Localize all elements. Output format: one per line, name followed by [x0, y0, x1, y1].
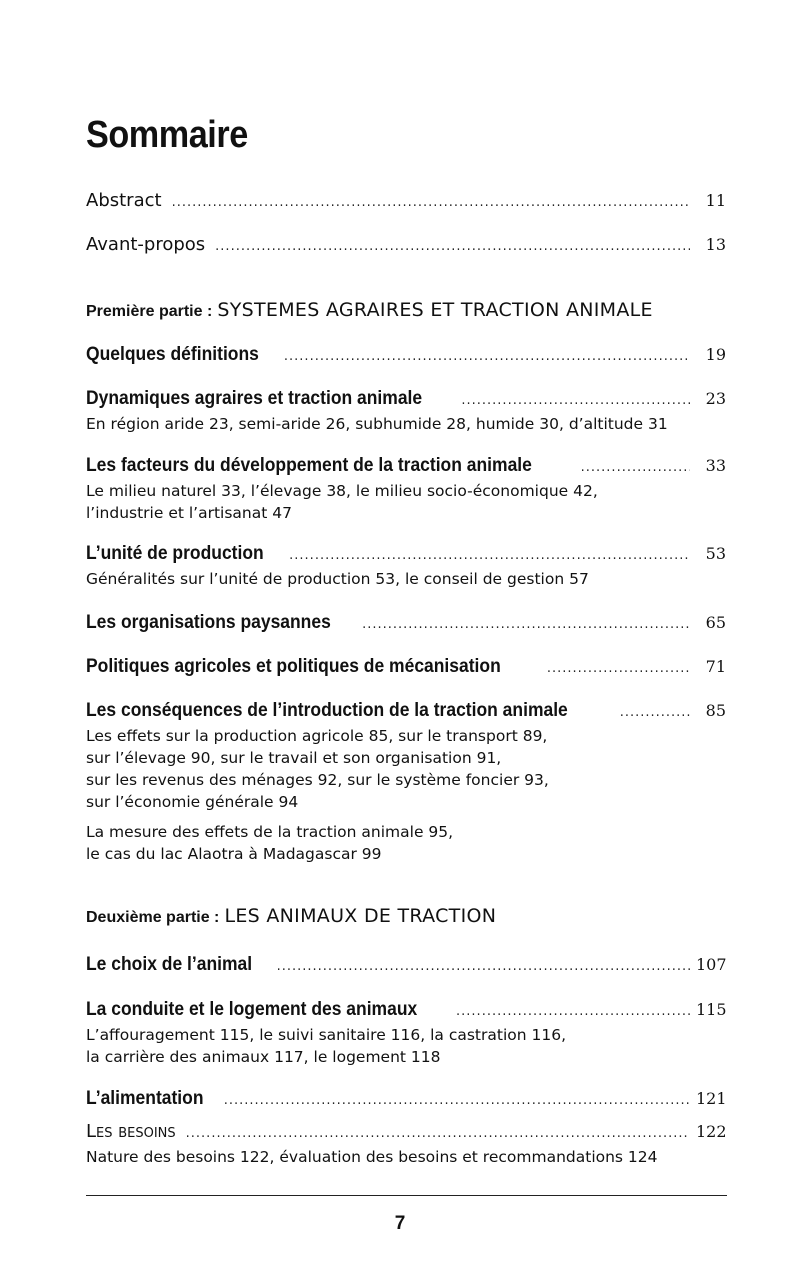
chapter-subtopics: L’affouragement 115, le suivi sanitaire 116, la castration 116, [86, 1026, 567, 1044]
dot-leader [289, 542, 690, 570]
dot-leader [362, 611, 690, 639]
part-heading-1 [86, 296, 653, 326]
toc-entry-chapter[interactable] [86, 996, 726, 1068]
dot-leader [461, 387, 690, 415]
toc-entry-avant-propos[interactable] [86, 231, 726, 259]
page-title: Sommaire [86, 114, 248, 156]
dot-leader [581, 454, 690, 482]
chapter-title: La conduite et le logement des animaux [86, 999, 418, 1020]
chapter-subtopics: le cas du lac Alaotra à Madagascar 99 [86, 845, 382, 863]
toc-entry-section[interactable] [86, 1118, 726, 1168]
chapter-page: 23 [705, 389, 726, 408]
footer-rule [86, 1195, 727, 1196]
chapter-title: Le choix de l’animal [86, 954, 253, 975]
toc-entry-chapter[interactable] [86, 385, 726, 435]
toc-entry-chapter[interactable] [86, 951, 726, 979]
entry-page: 11 [705, 191, 726, 210]
toc-entry-chapter[interactable] [86, 609, 726, 637]
chapter-page: 115 [696, 1000, 727, 1019]
chapter-subtopics: sur les revenus des ménages 92, sur le système foncier 93, [86, 771, 549, 789]
toc-entry-chapter[interactable] [86, 540, 726, 590]
chapter-page: 107 [696, 955, 727, 974]
section-title: Les besoins [86, 1121, 176, 1142]
chapter-title: Les organisations paysannes [86, 612, 331, 633]
section-page: 122 [696, 1122, 727, 1141]
dot-leader [620, 699, 690, 727]
chapter-subtopics: l’industrie et l’artisanat 47 [86, 504, 292, 522]
dot-leader [172, 189, 690, 217]
chapter-subtopics: En région aride 23, semi-aride 26, subhumide 28, humide 30, d’altitude 31 [86, 415, 668, 433]
chapter-title: Les conséquences de l’introduction de la traction animale [86, 700, 568, 721]
chapter-subtopics: Généralités sur l’unité de production 53, le conseil de gestion 57 [86, 570, 589, 588]
entry-title: Abstract [86, 190, 162, 211]
chapter-subtopics: Les effets sur la production agricole 85, sur le transport 89, [86, 727, 548, 745]
chapter-page: 19 [705, 345, 726, 364]
part-title: SYSTEMES AGRAIRES ET TRACTION ANIMALE [217, 299, 653, 321]
toc-entry-chapter[interactable] [86, 653, 726, 681]
chapter-subtopics: la carrière des animaux 117, le logement 118 [86, 1048, 441, 1066]
dot-leader [277, 953, 690, 981]
chapter-title: Dynamiques agraires et traction animale [86, 388, 423, 409]
dot-leader [224, 1087, 690, 1115]
dot-leader [284, 343, 690, 371]
part-title: LES ANIMAUX DE TRACTION [224, 905, 497, 927]
part-label: Deuxième partie : [86, 909, 220, 926]
dot-leader [547, 655, 690, 683]
chapter-page: 121 [696, 1089, 727, 1108]
chapter-subtopics: Le milieu naturel 33, l’élevage 38, le milieu socio-économique 42, [86, 482, 598, 500]
chapter-title: L’unité de production [86, 543, 264, 564]
entry-page: 13 [705, 235, 726, 254]
chapter-title: Les facteurs du développement de la traction animale [86, 455, 532, 476]
chapter-page: 53 [705, 544, 726, 563]
chapter-subtopics: sur l’économie générale 94 [86, 793, 299, 811]
chapter-title: Politiques agricoles et politiques de mécanisation [86, 656, 501, 677]
toc-entry-chapter[interactable] [86, 452, 726, 524]
dot-leader [186, 1120, 690, 1148]
chapter-page: 71 [705, 657, 726, 676]
part-heading-2 [86, 902, 496, 932]
chapter-subtopics: sur l’élevage 90, sur le travail et son organisation 91, [86, 749, 502, 767]
entry-title: Avant-propos [86, 234, 206, 255]
chapter-subtopics: La mesure des effets de la traction animale 95, [86, 823, 454, 841]
chapter-page: 33 [705, 456, 726, 475]
toc-entry-chapter[interactable] [86, 1085, 726, 1113]
page-number: 7 [394, 1213, 406, 1234]
section-subtopics: Nature des besoins 122, évaluation des besoins et recommandations 124 [86, 1148, 658, 1166]
part-label: Première partie : [86, 303, 213, 320]
chapter-page: 85 [705, 701, 726, 720]
chapter-page: 65 [705, 613, 726, 632]
toc-entry-chapter[interactable] [86, 341, 726, 369]
chapter-title: L’alimentation [86, 1088, 204, 1109]
dot-leader [215, 233, 690, 261]
dot-leader [456, 998, 690, 1026]
toc-entry-abstract[interactable] [86, 187, 726, 215]
toc-entry-chapter[interactable] [86, 697, 726, 865]
chapter-title: Quelques définitions [86, 344, 259, 365]
